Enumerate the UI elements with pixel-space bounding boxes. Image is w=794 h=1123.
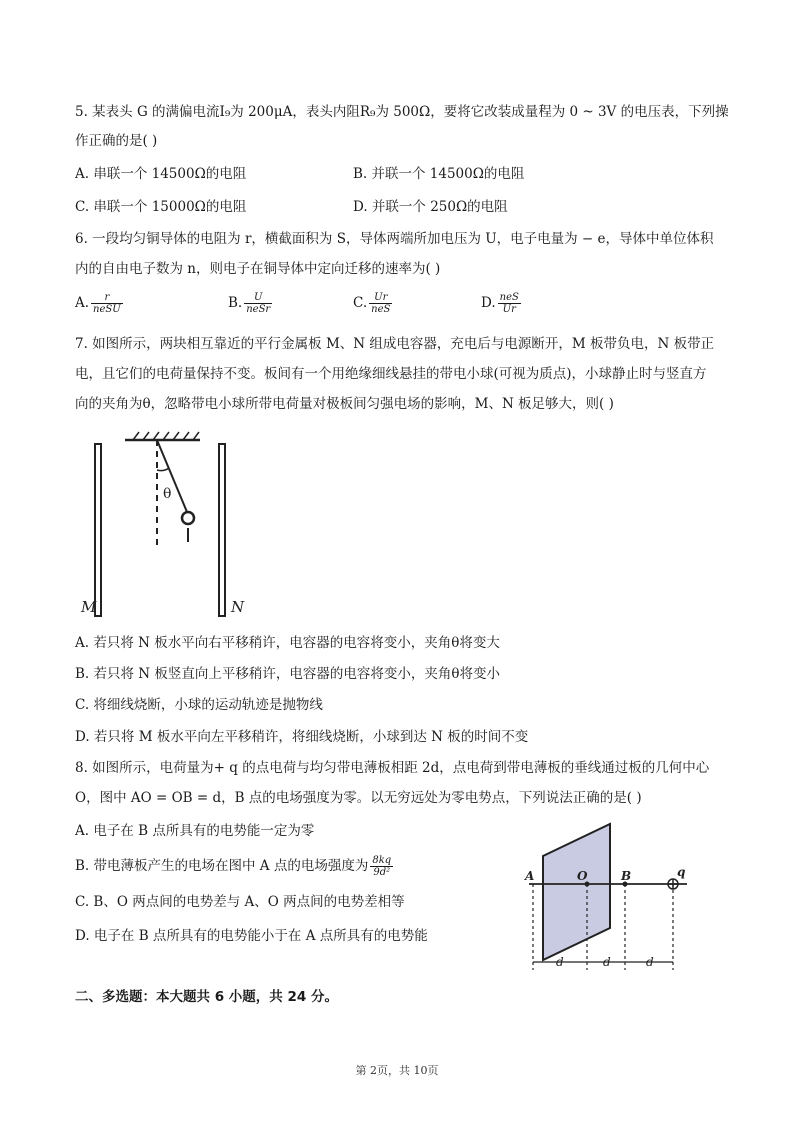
page-footer: 第 2页，共 10页 (355, 1064, 439, 1077)
charged-ball (182, 512, 194, 524)
q8-stem-line2: O，图中 AO = OB = d，B 点的电场强度为零。以无穷远处为零电势点，下列说法正确的是( ) (75, 790, 642, 806)
charged-plate (543, 824, 610, 960)
thread-line (157, 440, 187, 512)
label-d-2: d (603, 955, 611, 969)
q8-option-b: B. 带电薄板产生的电场在图中 A 点的电场强度为 $\frac{8kq}{\text{9d²}}$ (75, 855, 392, 878)
q6-option-a: A. $\frac{r}{\text{neSU}}$ (75, 292, 121, 315)
q7-option-d: D. 若只将 M 板水平向左平移稍许，将细线烧断，小球到达 N 板的时间不变 (75, 729, 529, 745)
q6-option-c-fraction: $\frac{Ur}{\text{neS}}$ (371, 292, 391, 315)
q7-option-b: B. 若只将 N 板竖直向上平移稍许，电容器的电容将变小，夹角θ将变小 (75, 666, 501, 682)
plate-m (95, 444, 101, 616)
q7-stem-line2: 电，且它们的电荷量保持不变。板间有一个用绝缘细线悬挂的带电小球(可视为质点)，小球静止时与竖直方 (75, 366, 707, 382)
q5-stem-line2: 作正确的是( ) (75, 133, 158, 149)
q7-option-c: C. 将细线烧断，小球的运动轨迹是抛物线 (75, 697, 323, 713)
plate-m-label: M (81, 598, 97, 616)
q7-capacitor-figure (75, 426, 255, 626)
q6-stem-line1: 6. 一段均匀铜导体的电阻为 r，横截面积为 S，导体两端所加电压为 U，电子电量为 − e，导体中单位体积 (75, 231, 714, 247)
label-o: O (577, 869, 588, 883)
label-d-1: d (556, 955, 564, 969)
section-2-heading: 二、多选题：本大题共 6 小题，共 24 分。 (75, 989, 338, 1005)
angle-arc (157, 468, 169, 471)
q6-option-c: C. $\frac{Ur}{\text{neS}}$ (353, 292, 391, 315)
q5-option-d: D. 并联一个 250Ω的电阻 (353, 199, 508, 215)
q7-option-a: A. 若只将 N 板水平向右平移稍许，电容器的电容将变小，夹角θ将变大 (75, 635, 500, 651)
q7-stem-line3: 向的夹角为θ，忽略带电小球所带电荷量对极板间匀强电场的影响，M、N 板足够大，则( ) (75, 396, 614, 412)
q6-option-b-fraction: $\frac{U}{\text{neSr}}$ (246, 292, 271, 315)
q5-option-b: B. 并联一个 14500Ω的电阻 (353, 166, 525, 182)
q6-option-d-fraction: $\frac{\text{neS}}{Ur}$ (499, 292, 519, 315)
q5-option-a: A. 串联一个 14500Ω的电阻 (75, 166, 247, 182)
label-d-3: d (646, 955, 654, 969)
q5-stem-line1: 5. 某表头 G 的满偏电流I₉为 200μA，表头内阻R₉为 500Ω，要将它改装成量程为 0 ~ 3V 的电压表，下列操 (75, 104, 729, 120)
plate-n-label: N (231, 598, 245, 616)
label-q: q (677, 865, 686, 879)
q7-stem-line1: 7. 如图所示，两块相互靠近的平行金属板 M、N 组成电容器，充电后与电源断开，M 板带负电，N 板带正 (75, 336, 715, 352)
plate-n (219, 444, 225, 616)
q6-option-a-fraction: $\frac{r}{\text{neSU}}$ (93, 292, 121, 315)
theta-label: θ (163, 486, 172, 502)
q5-option-c: C. 串联一个 15000Ω的电阻 (75, 199, 247, 215)
q6-option-d: D. $\frac{\text{neS}}{Ur}$ (481, 292, 519, 315)
q8-option-b-fraction: $\frac{8kq}{\text{9d²}}$ (372, 855, 392, 878)
q8-option-c: C. B、O 两点间的电势差与 A、O 两点间的电势差相等 (75, 894, 405, 910)
label-a: A (525, 869, 535, 883)
q8-stem-line1: 8. 如图所示，电荷量为+ q 的点电荷与均匀带电薄板相距 2d，点电荷到带电薄板的垂线通过板的几何中心 (75, 760, 710, 776)
q8-option-d: D. 电子在 B 点所具有的电势能小于在 A 点所具有的电势能 (75, 928, 428, 944)
label-b: B (621, 869, 632, 883)
q6-option-b: B. $\frac{U}{\text{neSr}}$ (228, 292, 271, 315)
q8-option-a: A. 电子在 B 点所具有的电势能一定为零 (75, 823, 315, 839)
q8-charged-plate-figure (515, 820, 700, 975)
q6-stem-line2: 内的自由电子数为 n，则电子在铜导体中定向迁移的速率为( ) (75, 261, 441, 277)
